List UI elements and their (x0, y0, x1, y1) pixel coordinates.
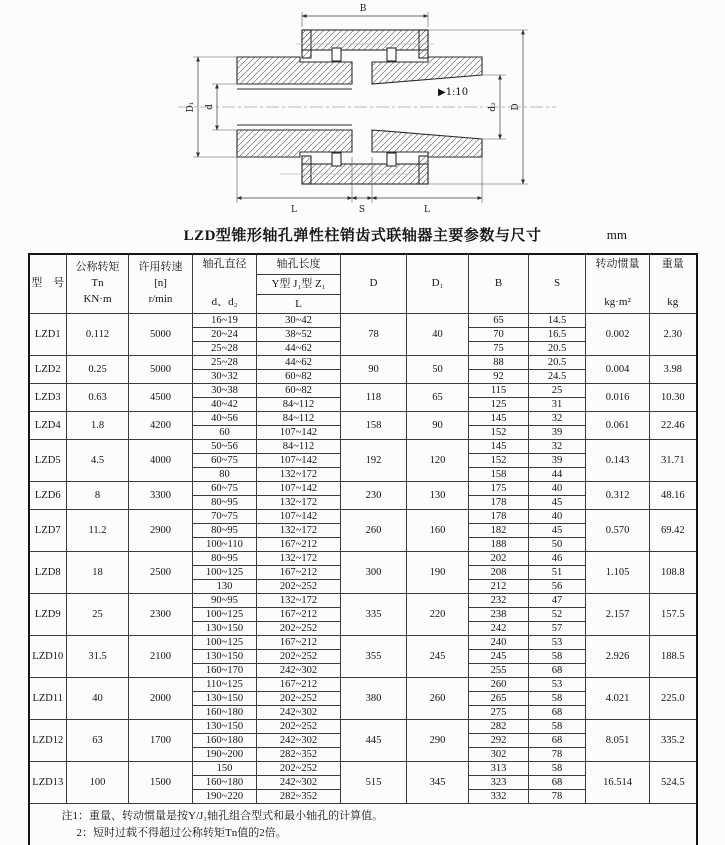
bore-dia-cell: 16~19 (193, 314, 257, 328)
B-cell: 275 (469, 706, 529, 720)
spec-row (29, 720, 697, 734)
D-cell: 158 (341, 412, 407, 440)
S-cell: 78 (529, 748, 586, 762)
spec-table (28, 253, 698, 845)
header-speed-symbol: [n] (154, 277, 167, 290)
header-inertia-unit: kg·m² (604, 296, 631, 309)
D-cell: 230 (341, 482, 407, 510)
model-cell: LZD9 (29, 594, 67, 636)
S-cell: 47 (529, 594, 586, 608)
torque-cell: 25 (67, 594, 129, 636)
weight-cell: 188.5 (650, 636, 697, 678)
speed-cell: 2500 (129, 552, 193, 594)
D-cell: 335 (341, 594, 407, 636)
bore-dia-cell: 130 (193, 580, 257, 594)
bore-dia-cell: 130~150 (193, 720, 257, 734)
speed-cell: 2100 (129, 636, 193, 678)
bore-dia-cell: 130~150 (193, 622, 257, 636)
S-cell: 32 (529, 440, 586, 454)
S-cell: 58 (529, 762, 586, 776)
header-bore-dia-symbol: d、d₂ (211, 296, 238, 309)
header-S: S (529, 254, 586, 314)
B-cell: 302 (469, 748, 529, 762)
dim-label-l-left: L (291, 205, 297, 215)
B-cell: 242 (469, 622, 529, 636)
S-cell: 14.5 (529, 314, 586, 328)
spec-table-body (29, 314, 697, 804)
bore-dia-cell: 160~180 (193, 734, 257, 748)
bore-dia-cell: 110~125 (193, 678, 257, 692)
D-cell: 118 (341, 384, 407, 412)
weight-cell: 69.42 (650, 510, 697, 552)
S-cell: 44 (529, 468, 586, 482)
D1-cell: 190 (407, 552, 469, 594)
dim-label-d: d (205, 104, 215, 110)
D1-cell: 160 (407, 510, 469, 552)
bore-len-cell: 202~252 (257, 622, 341, 636)
S-cell: 58 (529, 720, 586, 734)
coupling-drawing-svg (0, 0, 725, 222)
B-cell: 178 (469, 496, 529, 510)
S-cell: 68 (529, 706, 586, 720)
B-cell: 232 (469, 594, 529, 608)
D-cell: 515 (341, 762, 407, 804)
D1-cell: 40 (407, 314, 469, 356)
S-cell: 51 (529, 566, 586, 580)
bore-len-cell: 107~142 (257, 482, 341, 496)
bore-len-cell: 167~212 (257, 538, 341, 552)
S-cell: 58 (529, 650, 586, 664)
bore-len-cell: 167~212 (257, 566, 341, 580)
spec-row (29, 552, 697, 566)
bore-dia-cell: 90~95 (193, 594, 257, 608)
bore-dia-cell: 60~75 (193, 482, 257, 496)
header-B: B (469, 254, 529, 314)
bore-dia-cell: 40~42 (193, 398, 257, 412)
bore-dia-cell: 70~75 (193, 510, 257, 524)
bore-len-cell: 242~302 (257, 664, 341, 678)
inertia-cell: 4.021 (586, 678, 650, 720)
bore-dia-cell: 130~150 (193, 692, 257, 706)
sleeve-top-shape (296, 30, 434, 61)
D-cell: 260 (341, 510, 407, 552)
speed-cell: 4000 (129, 440, 193, 482)
header-inertia-name: 转动惯量 (595, 258, 640, 270)
header-bore-dia (193, 254, 257, 314)
inertia-cell: 0.061 (586, 412, 650, 440)
model-cell: LZD3 (29, 384, 67, 412)
note-1: 注1：重量、转动惯量是按Y/J₁轴孔组合型式和最小轴孔的计算值。 (61, 810, 384, 822)
B-cell: 65 (469, 314, 529, 328)
D1-cell: 90 (407, 412, 469, 440)
B-cell: 323 (469, 776, 529, 790)
torque-cell: 11.2 (67, 510, 129, 552)
header-weight-name: 重量 (661, 258, 684, 270)
header-model: 型 号 (29, 254, 67, 314)
S-cell: 68 (529, 664, 586, 678)
notes-cell (29, 804, 697, 845)
header-row (29, 254, 697, 314)
B-cell: 260 (469, 678, 529, 692)
bore-dia-cell: 30~32 (193, 370, 257, 384)
spec-row (29, 440, 697, 454)
dimension-b (302, 4, 428, 27)
bore-dia-cell: 160~180 (193, 706, 257, 720)
bore-len-cell: 242~302 (257, 706, 341, 720)
torque-cell: 4.5 (67, 440, 129, 482)
B-cell: 208 (469, 566, 529, 580)
bore-len-cell: 202~252 (257, 762, 341, 776)
bore-dia-cell: 160~170 (193, 664, 257, 678)
S-cell: 32 (529, 412, 586, 426)
D-cell: 300 (341, 552, 407, 594)
D-cell: 90 (341, 356, 407, 384)
B-cell: 282 (469, 720, 529, 734)
bore-dia-cell: 150 (193, 762, 257, 776)
bore-len-cell: 132~172 (257, 594, 341, 608)
B-cell: 238 (469, 608, 529, 622)
bore-len-cell: 84~112 (257, 440, 341, 454)
spec-row (29, 636, 697, 650)
S-cell: 78 (529, 790, 586, 804)
header-D: D (341, 254, 407, 314)
page-title: LZD型锥形轴孔弹性柱销齿式联轴器主要参数与尺寸 (183, 228, 542, 244)
model-cell: LZD11 (29, 678, 67, 720)
dim-label-d2: d₂ (488, 102, 498, 112)
torque-cell: 40 (67, 678, 129, 720)
bore-dia-cell: 60~75 (193, 454, 257, 468)
D-cell: 78 (341, 314, 407, 356)
speed-cell: 5000 (129, 314, 193, 356)
model-cell: LZD2 (29, 356, 67, 384)
bore-len-cell: 107~142 (257, 426, 341, 440)
D1-cell: 245 (407, 636, 469, 678)
bore-dia-cell: 80 (193, 468, 257, 482)
inertia-cell: 0.143 (586, 440, 650, 482)
spec-row (29, 314, 697, 328)
torque-cell: 0.63 (67, 384, 129, 412)
header-bore-len-types: Y型 J₁型 Z₁ (257, 275, 340, 295)
B-cell: 313 (469, 762, 529, 776)
bore-dia-cell: 100~125 (193, 608, 257, 622)
D1-cell: 65 (407, 384, 469, 412)
model-cell: LZD13 (29, 762, 67, 804)
model-cell: LZD8 (29, 552, 67, 594)
S-cell: 58 (529, 692, 586, 706)
D1-cell: 260 (407, 678, 469, 720)
taper-annotation: ▶1:10 (438, 87, 469, 98)
bore-len-cell: 38~52 (257, 328, 341, 342)
S-cell: 25 (529, 384, 586, 398)
weight-cell: 31.71 (650, 440, 697, 482)
B-cell: 292 (469, 734, 529, 748)
bore-len-cell: 132~172 (257, 496, 341, 510)
D1-cell: 130 (407, 482, 469, 510)
bore-len-cell: 242~302 (257, 734, 341, 748)
weight-cell: 10.30 (650, 384, 697, 412)
D-cell: 192 (341, 440, 407, 482)
bore-dia-cell: 100~125 (193, 566, 257, 580)
S-cell: 40 (529, 510, 586, 524)
weight-cell: 48.16 (650, 482, 697, 510)
S-cell: 56 (529, 580, 586, 594)
bore-len-cell: 132~172 (257, 524, 341, 538)
speed-cell: 4200 (129, 412, 193, 440)
bore-len-cell: 167~212 (257, 636, 341, 650)
D-cell: 380 (341, 678, 407, 720)
coupling-drawing (0, 0, 725, 222)
S-cell: 45 (529, 524, 586, 538)
B-cell: 152 (469, 454, 529, 468)
header-bore-len (257, 254, 341, 314)
model-cell: LZD10 (29, 636, 67, 678)
weight-cell: 22.46 (650, 412, 697, 440)
D-cell: 445 (341, 720, 407, 762)
speed-cell: 4500 (129, 384, 193, 412)
bore-len-cell: 30~42 (257, 314, 341, 328)
inertia-cell: 8.051 (586, 720, 650, 762)
bore-len-cell: 107~142 (257, 454, 341, 468)
B-cell: 255 (469, 664, 529, 678)
dim-label-l-right: L (424, 205, 430, 215)
speed-cell: 1500 (129, 762, 193, 804)
bore-len-cell: 60~82 (257, 370, 341, 384)
S-cell: 16.5 (529, 328, 586, 342)
weight-cell: 157.5 (650, 594, 697, 636)
dim-label-big-d: D (511, 103, 521, 111)
bore-dia-cell: 25~28 (193, 342, 257, 356)
bore-len-cell: 167~212 (257, 608, 341, 622)
torque-cell: 8 (67, 482, 129, 510)
header-weight-unit: kg (667, 296, 679, 309)
header-inertia (586, 254, 650, 314)
inertia-cell: 0.004 (586, 356, 650, 384)
bore-dia-cell: 60 (193, 426, 257, 440)
B-cell: 145 (469, 440, 529, 454)
B-cell: 145 (469, 412, 529, 426)
weight-cell: 2.30 (650, 314, 697, 356)
bore-dia-cell: 40~56 (193, 412, 257, 426)
note-2: 2：短时过载不得超过公称转矩Tn值的2倍。 (76, 827, 287, 840)
B-cell: 70 (469, 328, 529, 342)
S-cell: 57 (529, 622, 586, 636)
header-speed (129, 254, 193, 314)
spec-row (29, 678, 697, 692)
model-cell: LZD1 (29, 314, 67, 356)
header-D1: D₁ (407, 254, 469, 314)
B-cell: 92 (469, 370, 529, 384)
header-torque-symbol: Tn (91, 277, 104, 290)
B-cell: 202 (469, 552, 529, 566)
torque-cell: 100 (67, 762, 129, 804)
dim-label-b: B (359, 4, 367, 14)
B-cell: 245 (469, 650, 529, 664)
header-torque-name: 公称转矩 (75, 261, 120, 274)
header-bore-dia-name: 轴孔直径 (202, 258, 247, 270)
torque-cell: 63 (67, 720, 129, 762)
model-cell: LZD5 (29, 440, 67, 482)
sleeve-bottom-shape (280, 153, 428, 184)
S-cell: 46 (529, 552, 586, 566)
unit-label: mm (606, 227, 627, 242)
spec-row (29, 384, 697, 398)
inertia-cell: 0.570 (586, 510, 650, 552)
spec-row (29, 412, 697, 426)
inertia-cell: 0.002 (586, 314, 650, 356)
torque-cell: 1.8 (67, 412, 129, 440)
inertia-cell: 0.016 (586, 384, 650, 412)
speed-cell: 2000 (129, 678, 193, 720)
B-cell: 152 (469, 426, 529, 440)
bore-len-cell: 242~302 (257, 776, 341, 790)
spec-row (29, 482, 697, 496)
S-cell: 20.5 (529, 342, 586, 356)
D1-cell: 345 (407, 762, 469, 804)
S-cell: 39 (529, 426, 586, 440)
S-cell: 39 (529, 454, 586, 468)
bore-len-cell: 84~112 (257, 412, 341, 426)
torque-cell: 31.5 (67, 636, 129, 678)
D1-cell: 220 (407, 594, 469, 636)
speed-cell: 2900 (129, 510, 193, 552)
bore-len-cell: 132~172 (257, 552, 341, 566)
spec-row (29, 594, 697, 608)
weight-cell: 3.98 (650, 356, 697, 384)
B-cell: 212 (469, 580, 529, 594)
bore-dia-cell: 100~125 (193, 636, 257, 650)
bore-dia-cell: 80~95 (193, 552, 257, 566)
bore-dia-cell: 80~95 (193, 496, 257, 510)
B-cell: 158 (469, 468, 529, 482)
spec-row (29, 510, 697, 524)
bore-dia-cell: 100~110 (193, 538, 257, 552)
bore-dia-cell: 20~24 (193, 328, 257, 342)
header-torque-unit: KN·m (83, 292, 112, 305)
D1-cell: 120 (407, 440, 469, 482)
model-cell: LZD7 (29, 510, 67, 552)
bore-len-cell: 282~352 (257, 790, 341, 804)
B-cell: 182 (469, 524, 529, 538)
weight-cell: 524.5 (650, 762, 697, 804)
inertia-cell: 16.514 (586, 762, 650, 804)
S-cell: 45 (529, 496, 586, 510)
B-cell: 75 (469, 342, 529, 356)
header-speed-name: 许用转速 (138, 261, 183, 274)
weight-cell: 335.2 (650, 720, 697, 762)
bore-len-cell: 202~252 (257, 720, 341, 734)
bore-len-cell: 167~212 (257, 678, 341, 692)
torque-cell: 0.25 (67, 356, 129, 384)
B-cell: 188 (469, 538, 529, 552)
inertia-cell: 2.926 (586, 636, 650, 678)
S-cell: 20.5 (529, 356, 586, 370)
header-speed-unit: r/min (148, 292, 173, 305)
bore-len-cell: 60~82 (257, 384, 341, 398)
model-cell: LZD6 (29, 482, 67, 510)
weight-cell: 108.8 (650, 552, 697, 594)
inertia-cell: 0.312 (586, 482, 650, 510)
bore-len-cell: 282~352 (257, 748, 341, 762)
S-cell: 53 (529, 636, 586, 650)
notes-row (29, 804, 697, 845)
B-cell: 175 (469, 482, 529, 496)
bore-dia-cell: 130~150 (193, 650, 257, 664)
S-cell: 68 (529, 734, 586, 748)
speed-cell: 5000 (129, 356, 193, 384)
B-cell: 178 (469, 510, 529, 524)
title-row (0, 224, 725, 250)
header-bore-len-symbol: L (295, 298, 302, 310)
bore-dia-cell: 30~38 (193, 384, 257, 398)
S-cell: 52 (529, 608, 586, 622)
B-cell: 332 (469, 790, 529, 804)
bore-len-cell: 202~252 (257, 580, 341, 594)
bore-dia-cell: 190~220 (193, 790, 257, 804)
model-cell: LZD12 (29, 720, 67, 762)
torque-cell: 0.112 (67, 314, 129, 356)
D1-cell: 50 (407, 356, 469, 384)
inertia-cell: 1.105 (586, 552, 650, 594)
bore-len-cell: 107~142 (257, 510, 341, 524)
torque-cell: 18 (67, 552, 129, 594)
bore-dia-cell: 25~28 (193, 356, 257, 370)
B-cell: 88 (469, 356, 529, 370)
S-cell: 68 (529, 776, 586, 790)
speed-cell: 2300 (129, 594, 193, 636)
header-weight (650, 254, 697, 314)
speed-cell: 3300 (129, 482, 193, 510)
S-cell: 31 (529, 398, 586, 412)
dim-label-d1: D₁ (186, 101, 196, 113)
bore-len-cell: 44~62 (257, 342, 341, 356)
bore-dia-cell: 160~180 (193, 776, 257, 790)
bore-dia-cell: 50~56 (193, 440, 257, 454)
D1-cell: 290 (407, 720, 469, 762)
bore-len-cell: 84~112 (257, 398, 341, 412)
D-cell: 355 (341, 636, 407, 678)
B-cell: 240 (469, 636, 529, 650)
inertia-cell: 2.157 (586, 594, 650, 636)
B-cell: 265 (469, 692, 529, 706)
bore-len-cell: 44~62 (257, 356, 341, 370)
B-cell: 125 (469, 398, 529, 412)
header-torque (67, 254, 129, 314)
S-cell: 53 (529, 678, 586, 692)
bore-dia-cell: 80~95 (193, 524, 257, 538)
bore-dia-cell: 190~200 (193, 748, 257, 762)
S-cell: 50 (529, 538, 586, 552)
B-cell: 115 (469, 384, 529, 398)
bore-len-cell: 202~252 (257, 692, 341, 706)
speed-cell: 1700 (129, 720, 193, 762)
model-cell: LZD4 (29, 412, 67, 440)
weight-cell: 225.0 (650, 678, 697, 720)
dim-label-s: S (358, 205, 366, 215)
spec-row (29, 356, 697, 370)
bore-len-cell: 132~172 (257, 468, 341, 482)
S-cell: 24.5 (529, 370, 586, 384)
header-bore-len-name: 轴孔长度 (257, 255, 340, 275)
bore-len-cell: 202~252 (257, 650, 341, 664)
spec-row (29, 762, 697, 776)
S-cell: 40 (529, 482, 586, 496)
